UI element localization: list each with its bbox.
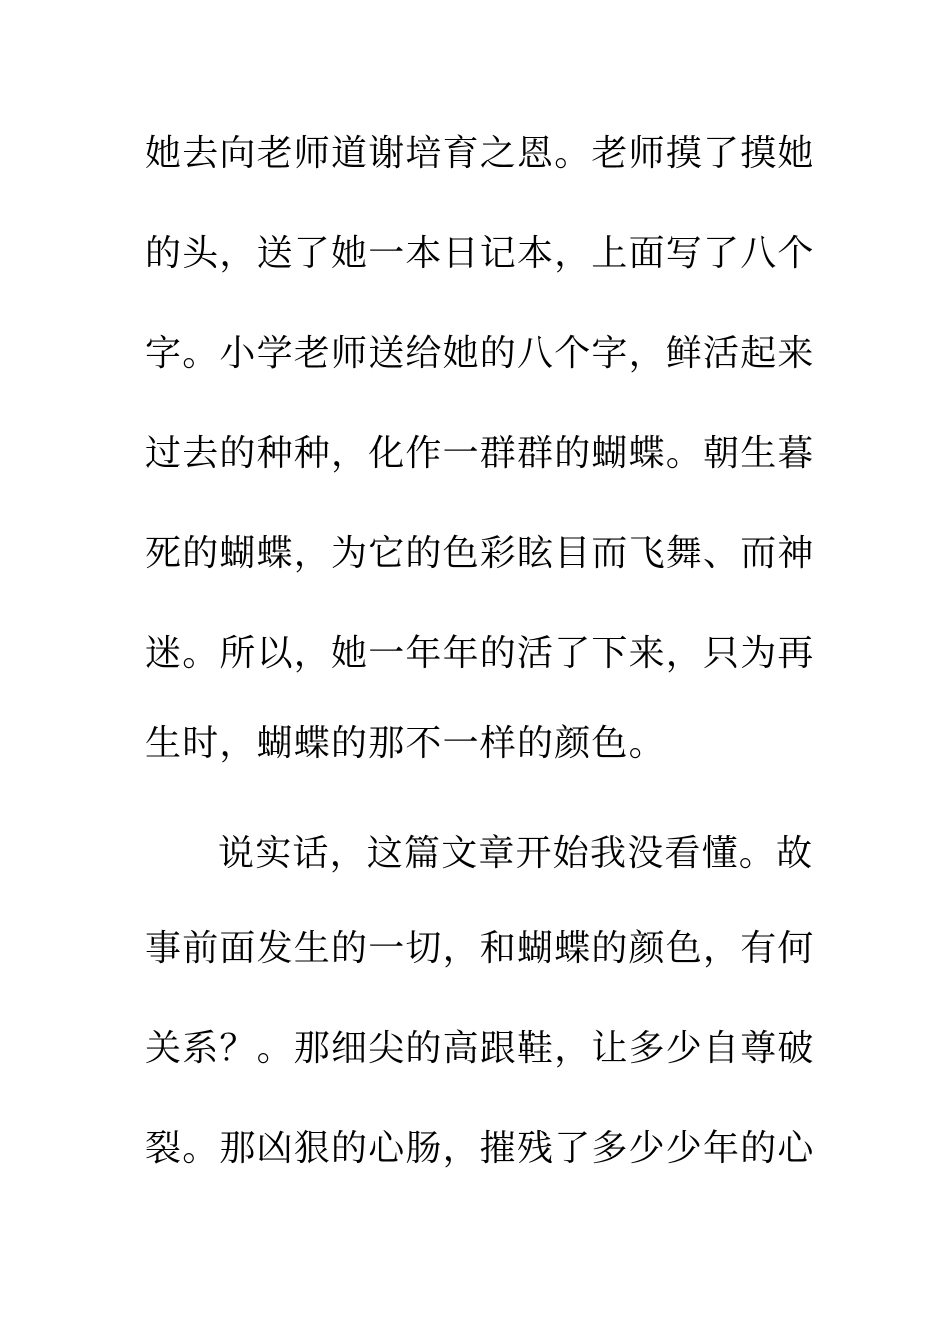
text-line: 事前面发生的一切，和蝴蝶的颜色，有何 [145,928,815,969]
text-line: 的头，送了她一本日记本，上面写了八个 [145,233,815,274]
text-line: 裂。那凶狠的心肠，摧残了多少少年的心 [145,1128,815,1169]
text-line: 字。小学老师送给她的八个字，鲜活起来 [145,333,815,374]
text-line: 迷。所以，她一年年的活了下来，只为再 [145,633,815,674]
text-line: 死的蝴蝶，为它的色彩眩目而飞舞、而神 [145,533,815,574]
text-line: 生时，蝴蝶的那不一样的颜色。 [145,723,666,764]
text-line: 关系？。那细尖的高跟鞋，让多少自尊破 [145,1028,815,1069]
text-line: 过去的种种，化作一群群的蝴蝶。朝生暮 [145,433,815,474]
paragraph-start-line: 说实话，这篇文章开始我没看懂。故 [218,833,814,874]
text-line: 她去向老师道谢培育之恩。老师摸了摸她 [145,133,815,174]
